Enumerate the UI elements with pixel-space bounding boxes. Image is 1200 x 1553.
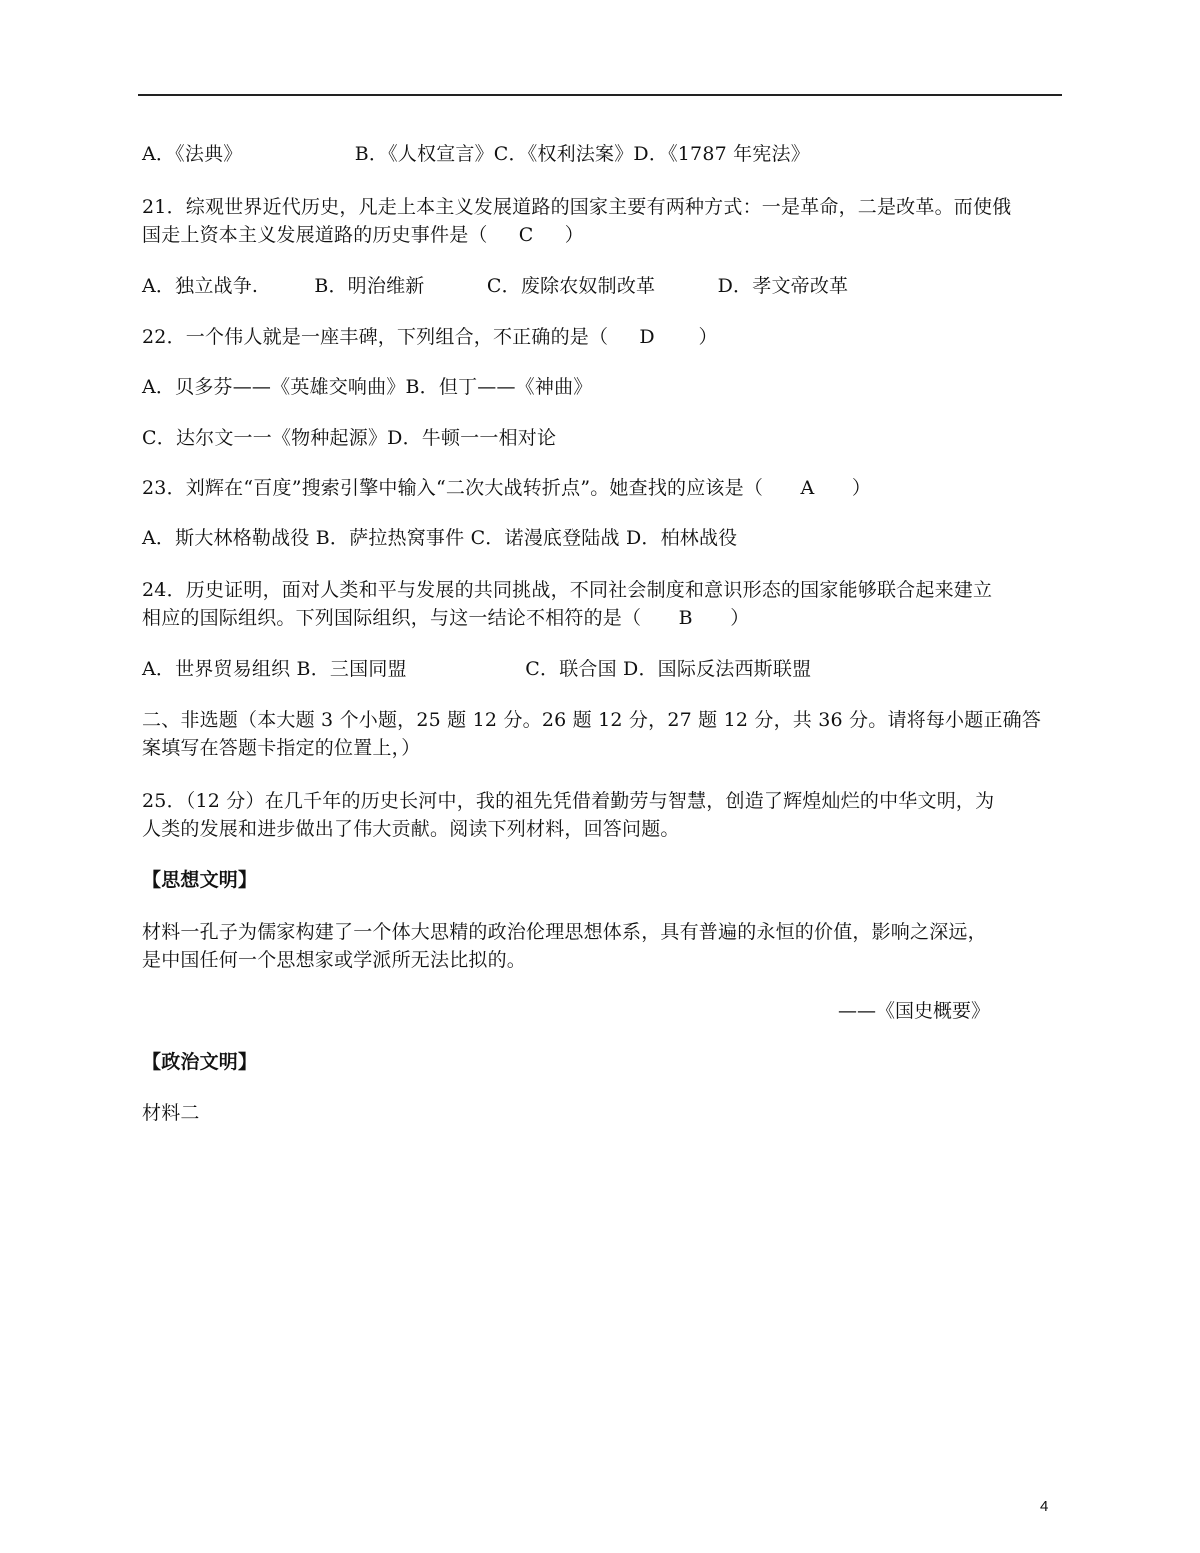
material1-line1: 材料一孔子为儒家构建了一个体大思精的政治伦理思想体系，具有普遍的永恒的价值，影响之深远，: [142, 921, 987, 943]
q24-options: A．世界贸易组织 B．三国同盟 C．联合国 D．国际反法西斯联盟: [142, 658, 812, 680]
q21-stem-line2: 国走上资本主义发展道路的历史事件是（ C ）: [142, 224, 584, 246]
page-number: 4: [1040, 1498, 1049, 1515]
q24-stem-line1: 24．历史证明，面对人类和平与发展的共同挑战，不同社会制度和意识形态的国家能够联合起来建立: [142, 579, 993, 601]
material1-source: ——《国史概要》: [838, 1000, 991, 1022]
q22-options-ab: A．贝多芬——《英雄交响曲》B．但丁——《神曲》: [142, 376, 593, 398]
q21-options: A．独立战争. B．明治维新 C．废除农奴制改革 D．孝文帝改革: [142, 275, 849, 297]
q21-stem-line1: 21．综观世界近代历史，凡走上本主义发展道路的国家主要有两种方式：一是革命，二是改革。而使俄: [142, 196, 1012, 218]
section2-heading-line1: 二、非选题（本大题 3 个小题，25 题 12 分。26 题 12 分，27 题 12 分，共 36 分。请将每小题正确答: [142, 709, 1042, 731]
q25-stem-line2: 人类的发展和进步做出了伟大贡献。阅读下列材料，回答问题。: [142, 818, 680, 840]
material1-line2: 是中国任何一个思想家或学派所无法比拟的。: [142, 949, 527, 971]
political-civilization-heading: 【政治文明】: [142, 1051, 258, 1073]
header-rule: [138, 94, 1062, 96]
q25-stem-line1: 25．（12 分）在几千年的历史长河中，我的祖先凭借着勤劳与智慧，创造了辉煌灿烂的中华文明，为: [142, 790, 995, 812]
q20-options: A．《法典》 B．《人权宣言》C．《权利法案》D．《1787 年宪法》: [142, 143, 810, 165]
q23-options: A．斯大林格勒战役 B．萨拉热窝事件 C．诺漫底登陆战 D．柏林战役: [142, 527, 738, 549]
q22-options-cd: C．达尔文一一《物种起源》D．牛顿一一相对论: [142, 427, 557, 449]
material2-label: 材料二: [142, 1102, 200, 1124]
q24-stem-line2: 相应的国际组织。下列国际组织，与这一结论不相符的是（ B ）: [142, 607, 750, 629]
q22-stem: 22．一个伟人就是一座丰碑，下列组合，不正确的是（ D ）: [142, 326, 718, 348]
thought-civilization-heading: 【思想文明】: [142, 869, 258, 891]
q23-stem: 23．刘辉在“百度”搜索引擎中输入“二次大战转折点”。她查找的应该是（ A ）: [142, 477, 872, 499]
section2-heading-line2: 案填写在答题卡指定的位置上，）: [142, 737, 421, 759]
